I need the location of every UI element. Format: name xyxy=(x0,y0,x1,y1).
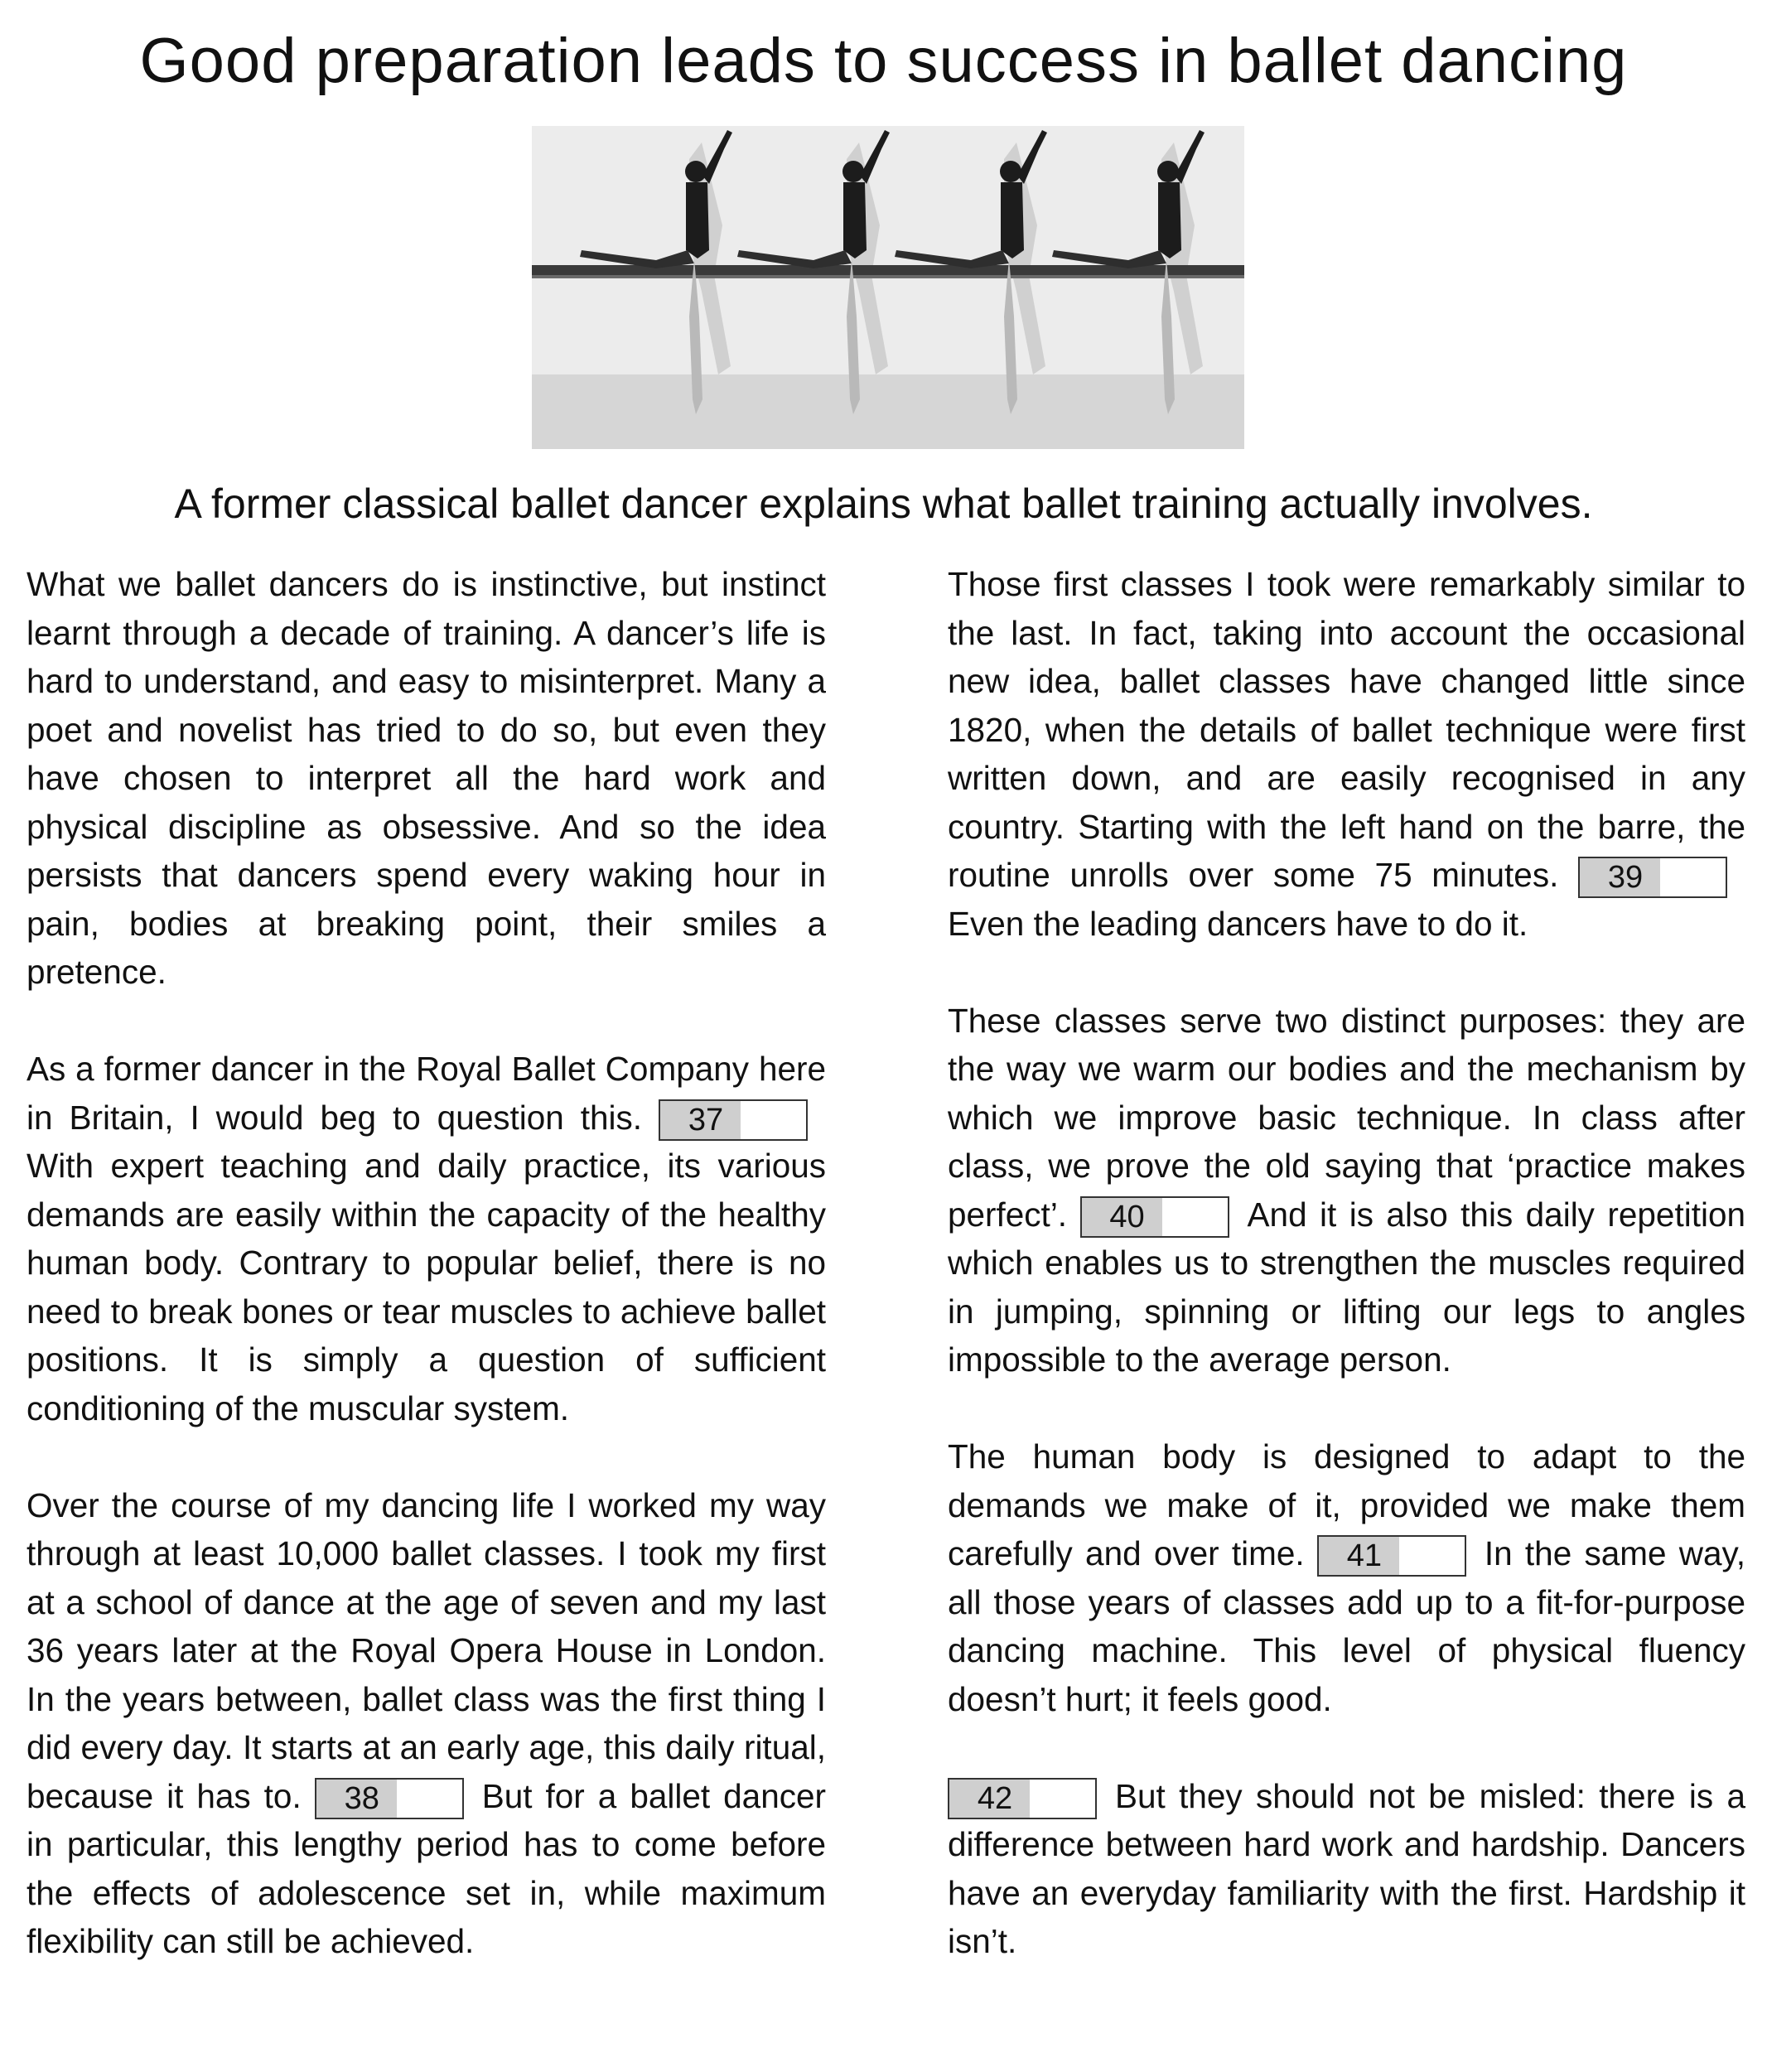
answer-gap-39[interactable] xyxy=(1578,857,1727,898)
article-subtitle: A former classical ballet dancer explains what ballet training actually involves. xyxy=(174,481,1593,527)
right-paragraph-4-text: But they should not be misled: there is a difference between hard work and hardship. Dancers have an everyday familiarity with the first. Hardship it isn’t. xyxy=(948,1776,1745,1960)
right-paragraph-3 xyxy=(948,1432,1745,1723)
gap-number: 37 xyxy=(688,1102,724,1137)
answer-gap-41[interactable] xyxy=(1317,1535,1466,1577)
right-paragraph-4 xyxy=(948,1772,1745,1966)
left-paragraph-1: What we ballet dancers do is instinctive, but instinct learnt through a decade of training. A dancer’s life is hard to understand, and easy to misinterpret. Many a poet and novelist has tried to do so, but even they have chosen to interpret all the hard work and physical discipline as obsessive. And so the idea persists that dancers spend every waking hour in pain, bodies at breaking point, their smiles a pretence. xyxy=(27,565,826,991)
right-paragraph-1 xyxy=(948,560,1745,948)
answer-gap-37[interactable] xyxy=(659,1099,808,1141)
right-paragraph-2-rest: And it is also this daily repetition which enables us to strengthen the muscles required in jumping, spinning or lifting our legs to angles impossible to the average person. xyxy=(948,1195,1745,1379)
left-paragraph-2-rest: With expert teaching and daily practice, its various demands are easily within the capacity of the healthy human body. Contrary to popular belief, there is no need to break bones or tear muscles to achieve ballet positions. It is simply a question of sufficient conditioning of the muscular system. xyxy=(27,1147,826,1427)
right-paragraph-3-intro: The human body is designed to adapt to the demands we make of it, provided we make them carefully and over time. xyxy=(948,1437,1745,1572)
answer-gap-38[interactable] xyxy=(315,1778,464,1819)
left-paragraph-3-intro: Over the course of my dancing life I worked my way through at least 10,000 ballet classes. I took my first at a school of dance at the age of seven and my last 36 years later at the Royal Opera House in London. In the years between, ballet class was the first thing I did every day. It starts at an early age, this daily ritual, because it has to. xyxy=(27,1485,826,1815)
ballet-dancers-illustration xyxy=(532,126,1244,449)
article-title: Good preparation leads to success in ballet dancing xyxy=(139,26,1628,96)
left-paragraph-3-rest: But for a ballet dancer in particular, this lengthy period has to come before the effects of adolescence set in, while maximum flexibility can still be achieved. xyxy=(27,1776,826,1960)
right-paragraph-1-intro: Those first classes I took were remarkably similar to the last. In fact, taking into account the occasional new idea, ballet classes have changed little since 1820, when the details of ballet technique were first written down, and are easily recognised in any country. Starting with the left hand on the barre, the routine unrolls over some 75 minutes. xyxy=(948,565,1745,894)
left-paragraph-3 xyxy=(27,1481,826,1966)
right-paragraph-3-rest: In the same way, all those years of classes add up to a fit-for-purpose dancing machine. This level of physical fluency doesn’t hurt; it feels good. xyxy=(948,1534,1746,1718)
left-paragraph-2-intro: As a former dancer in the Royal Ballet Company here in Britain, I would beg to question this. xyxy=(27,1050,826,1137)
ballet-dancers-photo xyxy=(532,126,1244,449)
left-paragraph-2 xyxy=(27,1045,826,1432)
answer-gap-40[interactable] xyxy=(1080,1196,1229,1238)
gap-number: 41 xyxy=(1346,1538,1383,1574)
right-paragraph-1-rest: Even the leading dancers have to do it. xyxy=(948,904,1528,943)
left-column xyxy=(27,560,826,2014)
gap-number: 38 xyxy=(344,1780,379,1816)
gap-number: 40 xyxy=(1109,1199,1145,1234)
right-column xyxy=(948,560,1745,2014)
right-paragraph-2 xyxy=(948,997,1745,1384)
gap-number: 42 xyxy=(977,1780,1013,1816)
right-paragraph-2-intro: These classes serve two distinct purposes: they are the way we warm our bodies and the mechanism by which we improve basic technique. In class after class, we prove the old saying that ‘practice makes perfect’. xyxy=(948,1001,1745,1234)
gap-number: 39 xyxy=(1607,860,1644,896)
answer-gap-42[interactable] xyxy=(948,1778,1097,1819)
